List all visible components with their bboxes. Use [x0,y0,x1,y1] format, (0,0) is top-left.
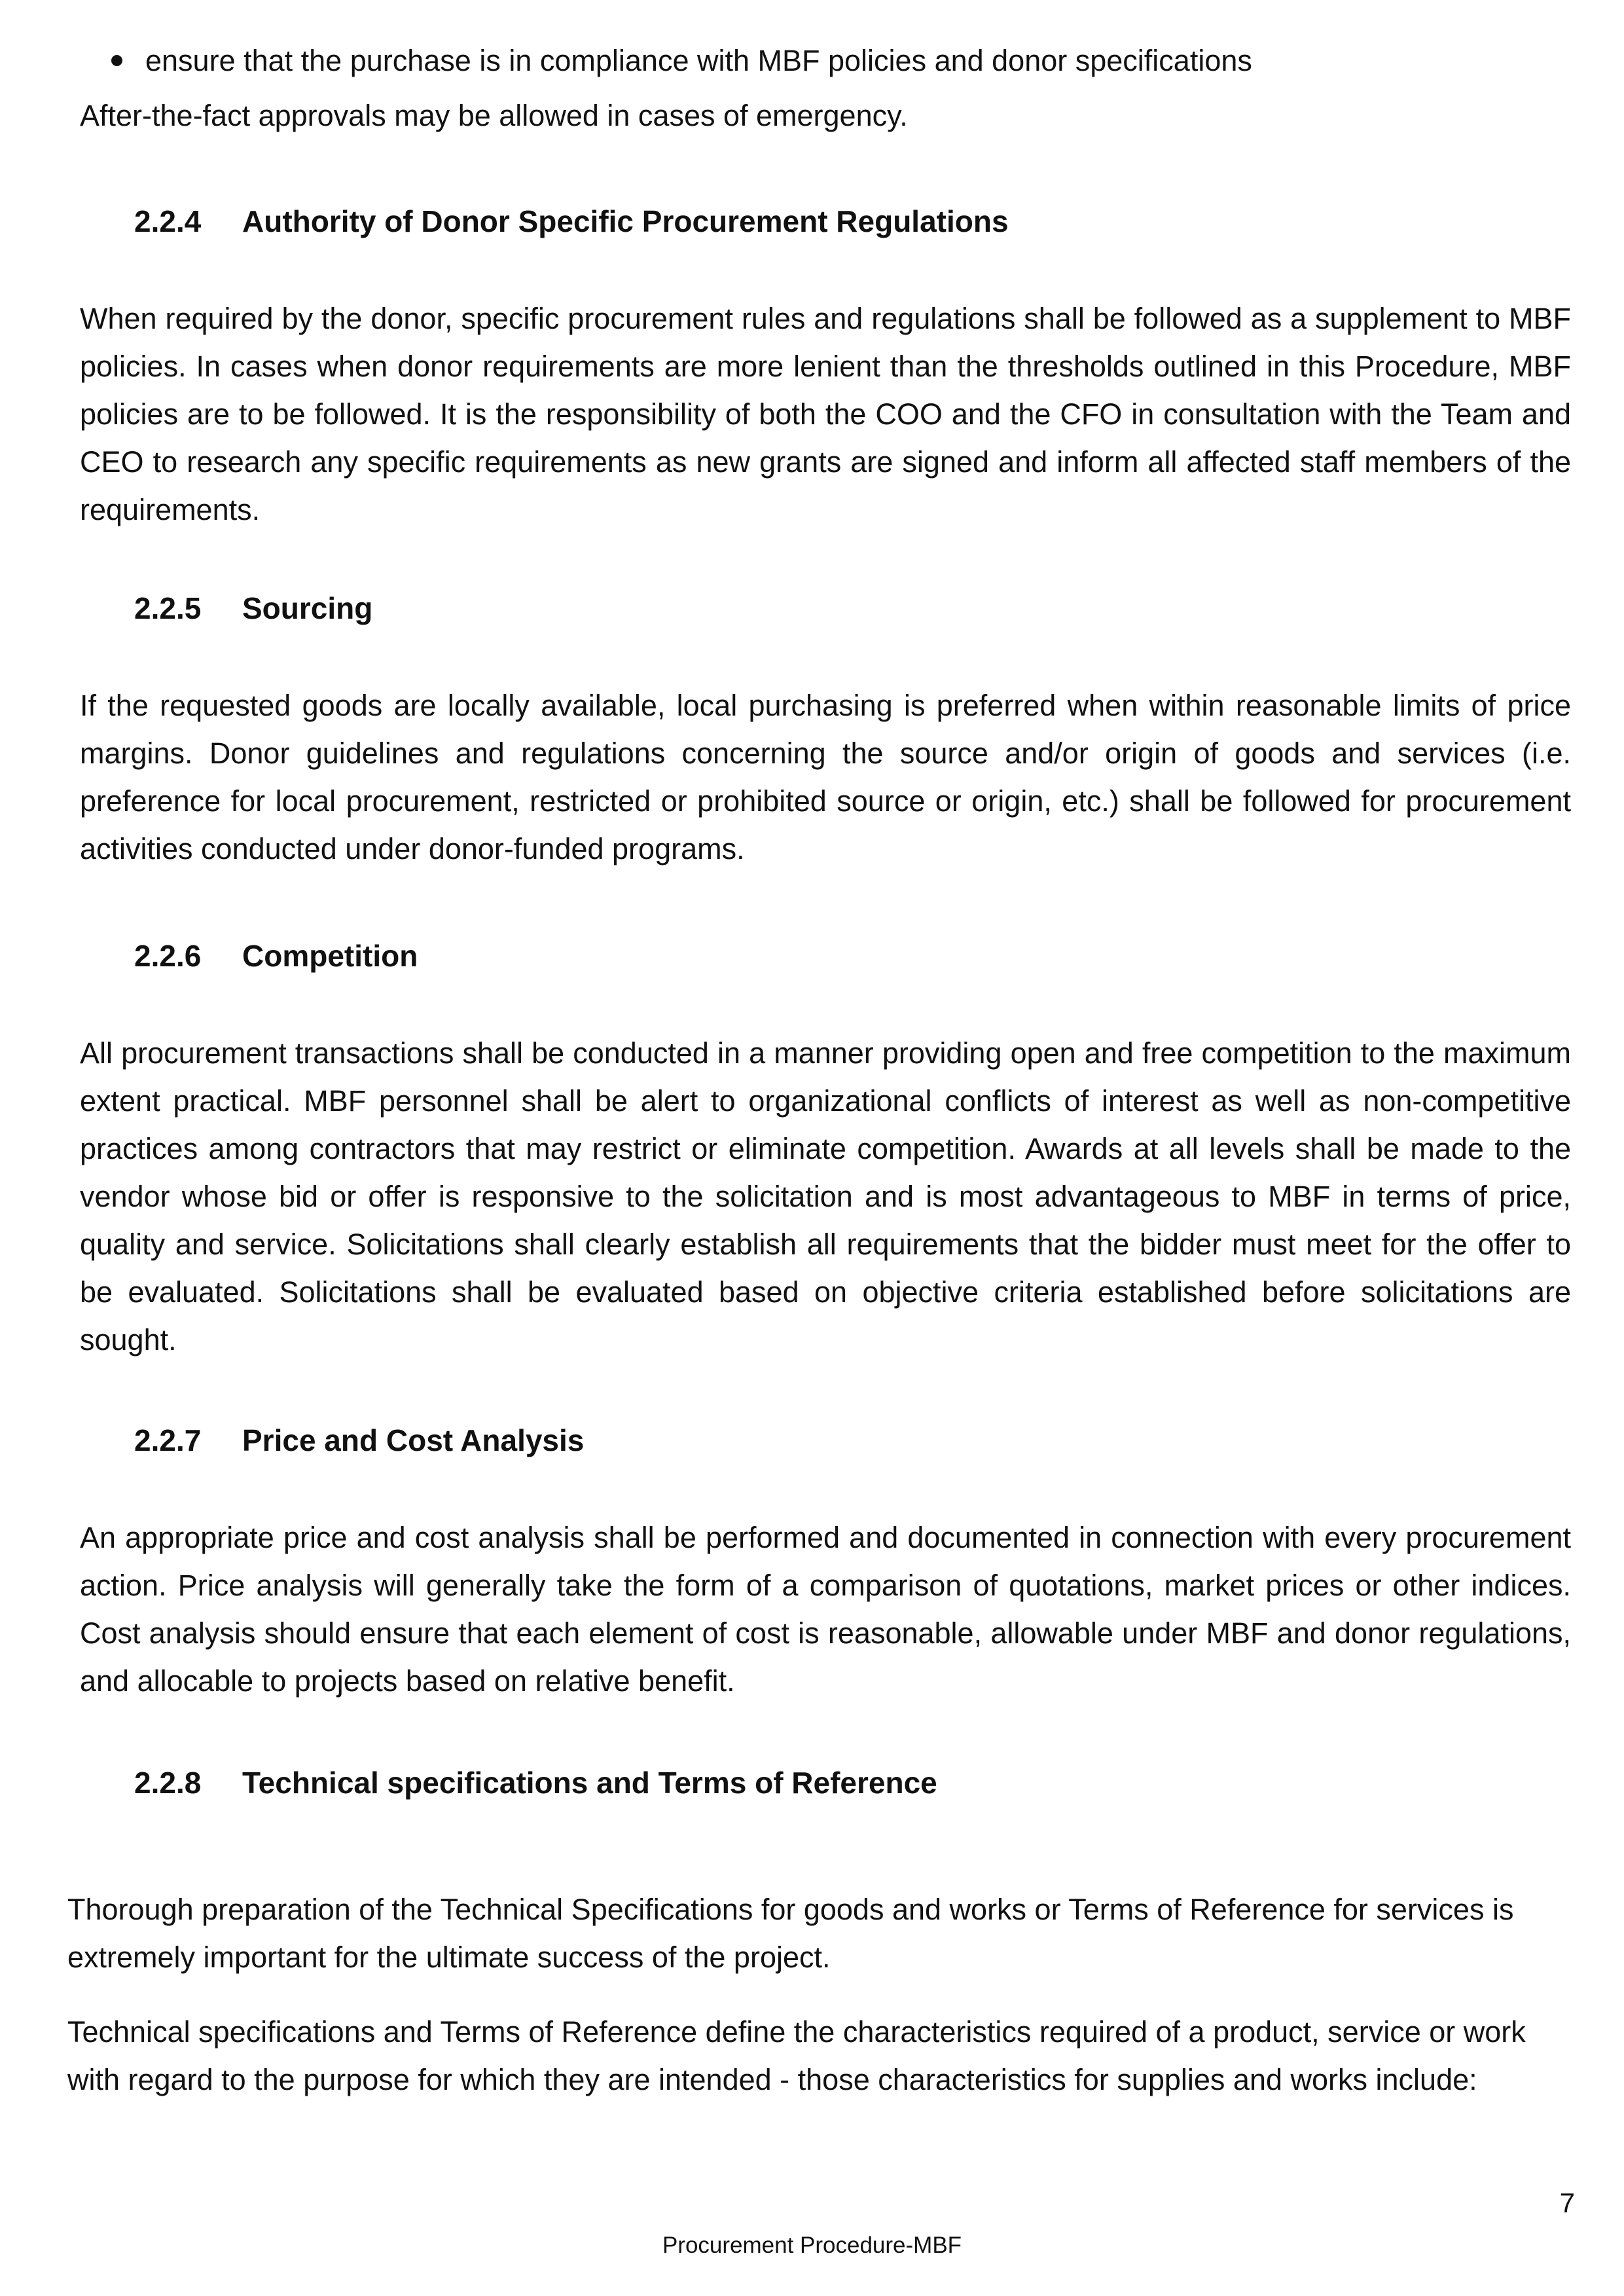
section-body-2-2-8-para-1: Thorough preparation of the Technical Specifications for goods and works or Terms of Reference for services is extremely important for the ultimate success of the project. [67,1893,1514,1974]
section-body-2-2-4: When required by the donor, specific procurement rules and regulations shall be followed as a supplement to MBF policies. In cases when donor requirements are more lenient than the thresholds outlined in this Procedure, MBF policies are to be followed. It is the responsibility of both the COO and the CFO in consultation with the Team and CEO to research any specific requirements as new grants are signed and inform all affected staff members of the requirements. [80,302,1571,526]
section-number: 2.2.8 [134,1766,202,1800]
section-heading-2-2-7 [134,1421,584,1460]
bullet-item [111,37,1551,84]
section-number: 2.2.7 [134,1423,202,1457]
section-body-2-2-5: If the requested goods are locally available, local purchasing is preferred when within reasonable limits of price margins. Donor guidelines and regulations concerning the source and/or origin of goods and services (i.e. preference for local procurement, restricted or prohibited source or origin, etc.) shall be followed for procurement activities conducted under donor-funded programs. [80,689,1571,866]
section-title: Price and Cost Analysis [242,1423,585,1457]
section-heading-2-2-4 [134,202,1009,241]
section-number: 2.2.5 [134,591,202,625]
section-body-2-2-6: All procurement transactions shall be conducted in a manner providing open and free competition to the maximum extent practical. MBF personnel shall be alert to organizational conflicts of interest as well as non-competitive practices among contractors that may restrict or eliminate competition. Awards at all levels shall be made to the vendor whose bid or offer is responsive to the solicitation and is most advantageous to MBF in terms of price, quality and service. Solicitations shall clearly establish all requirements that the bidder must meet for the offer to be evaluated. Solicitations shall be evaluated based on objective criteria established before solicitations are sought. [80,1036,1571,1357]
page-number: 7 [1559,2187,1575,2218]
section-title: Technical specifications and Terms of Reference [242,1766,937,1800]
section-number: 2.2.4 [134,204,202,238]
after-fact-text: After-the-fact approvals may be allowed in cases of emergency. [80,99,908,132]
section-title: Sourcing [242,591,373,625]
section-heading-2-2-8 [134,1763,937,1802]
page-footer: Procurement Procedure-MBF [662,2232,962,2258]
section-heading-2-2-6 [134,936,418,975]
bullet-icon [111,55,122,66]
section-title: Authority of Donor Specific Procurement Regulations [242,204,1009,238]
section-heading-2-2-5 [134,589,372,628]
section-body-2-2-7: An appropriate price and cost analysis shall be performed and documented in connection with every procurement action. Price analysis will generally take the form of a comparison of quotations, market prices or other indices. Cost analysis should ensure that each element of cost is reasonable, allowable under MBF and donor regulations, and allocable to projects based on relative benefit. [80,1521,1571,1698]
section-title: Competition [242,939,418,973]
section-number: 2.2.6 [134,939,202,973]
bullet-text: ensure that the purchase is in compliance with MBF policies and donor specifications [145,44,1252,77]
section-body-2-2-8-para-2: Technical specifications and Terms of Reference define the characteristics required of a product, service or work with regard to the purpose for which they are intended - those characteristics for supplies and works include: [67,2015,1526,2096]
